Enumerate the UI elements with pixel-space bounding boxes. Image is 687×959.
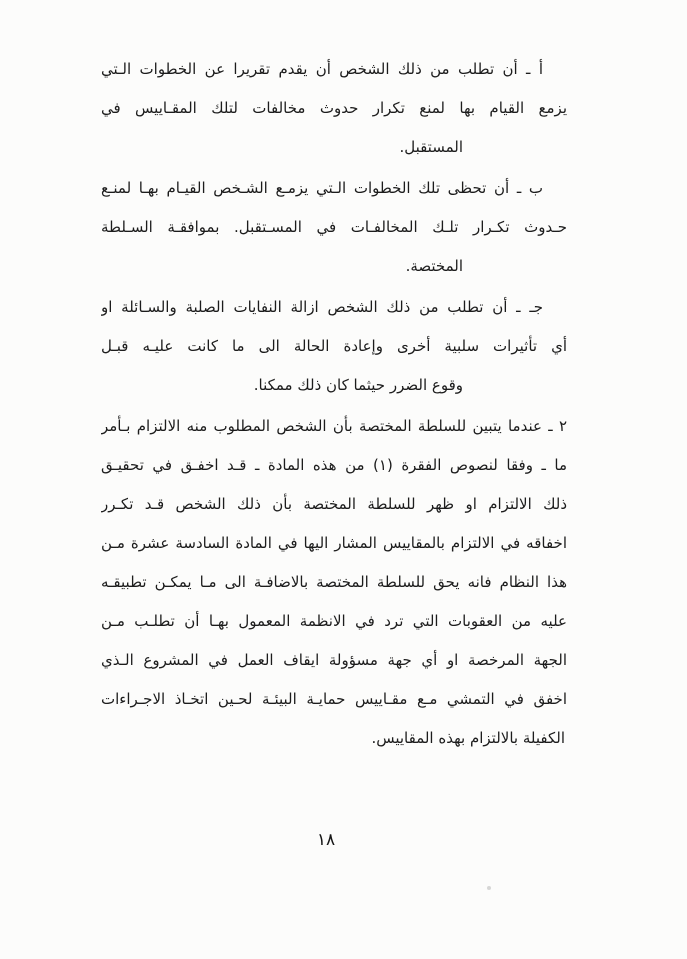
text-line: حـدوث تكـرار تلـك المخالفـات في المسـتقبل. بموافقـة السـلطة bbox=[101, 218, 567, 236]
text-line: ب ـ أن تحظى تلك الخطوات الـتي يزمـع الشـخص القيـام بهـا لمنـع bbox=[101, 179, 543, 197]
text-line: اخفق في التمشي مـع مقـاييس حمايـة البيئـة لحـين اتخـاذ الاجـراءات bbox=[101, 690, 567, 708]
paragraph-ب bbox=[101, 169, 567, 286]
text-line: المختصة. bbox=[405, 257, 463, 275]
text-line: الكفيلة بالالتزام بهذه المقاييس. bbox=[371, 729, 565, 747]
text-line: عليه من العقوبات التي ترد في الانظمة المعمول بهـا أن تطلـب مـن bbox=[101, 612, 567, 630]
text-line: ذلك الالتزام او ظهر للسلطة المختصة بأن ذلك الشخص قـد تكـرر bbox=[101, 495, 567, 513]
page-number: ١٨ bbox=[316, 830, 336, 850]
text-line: أ ـ أن تطلب من ذلك الشخص أن يقدم تقريرا عن الخطوات الـتي bbox=[101, 60, 543, 78]
text-line: جـ ـ أن تطلب من ذلك الشخص ازالة النفايات الصلبة والسـائلة او bbox=[101, 298, 543, 316]
scan-speck bbox=[487, 886, 491, 890]
text-line: ما ـ وفقا لنصوص الفقرة (١) من هذه المادة ـ قـد اخفـق في تحقيـق bbox=[101, 456, 567, 474]
text-line: يزمع القيام بها لمنع تكرار حدوث مخالفات لتلك المقـاييس في bbox=[101, 99, 567, 117]
text-line: أي تأثيرات سلبية أخرى وإعادة الحالة الى ما كانت عليـه قبـل bbox=[101, 337, 567, 355]
text-line: المستقبل. bbox=[399, 138, 463, 156]
text-line: الجهة المرخصة او أي جهة مسؤولة ايقاف العمل في المشروع الـذي bbox=[101, 651, 567, 669]
text-line: ٢ ـ عندما يتبين للسلطة المختصة بأن الشخص المطلوب منه الالتزام بـأمر bbox=[101, 417, 567, 435]
paragraph-٢ bbox=[101, 407, 567, 758]
text-line: اخفاقه في الالتزام بالمقاييس المشار اليها في المادة السادسة عشرة مـن bbox=[101, 534, 567, 552]
text-line: وقوع الضرر حيثما كان ذلك ممكنا. bbox=[253, 376, 463, 394]
text-line: هذا النظام فانه يحق للسلطة المختصة بالاضافـة الى مـا يمكـن تطبيقـه bbox=[101, 573, 567, 591]
body-text bbox=[101, 50, 567, 760]
paragraph-جـ bbox=[101, 288, 567, 405]
paragraph-أ bbox=[101, 50, 567, 167]
